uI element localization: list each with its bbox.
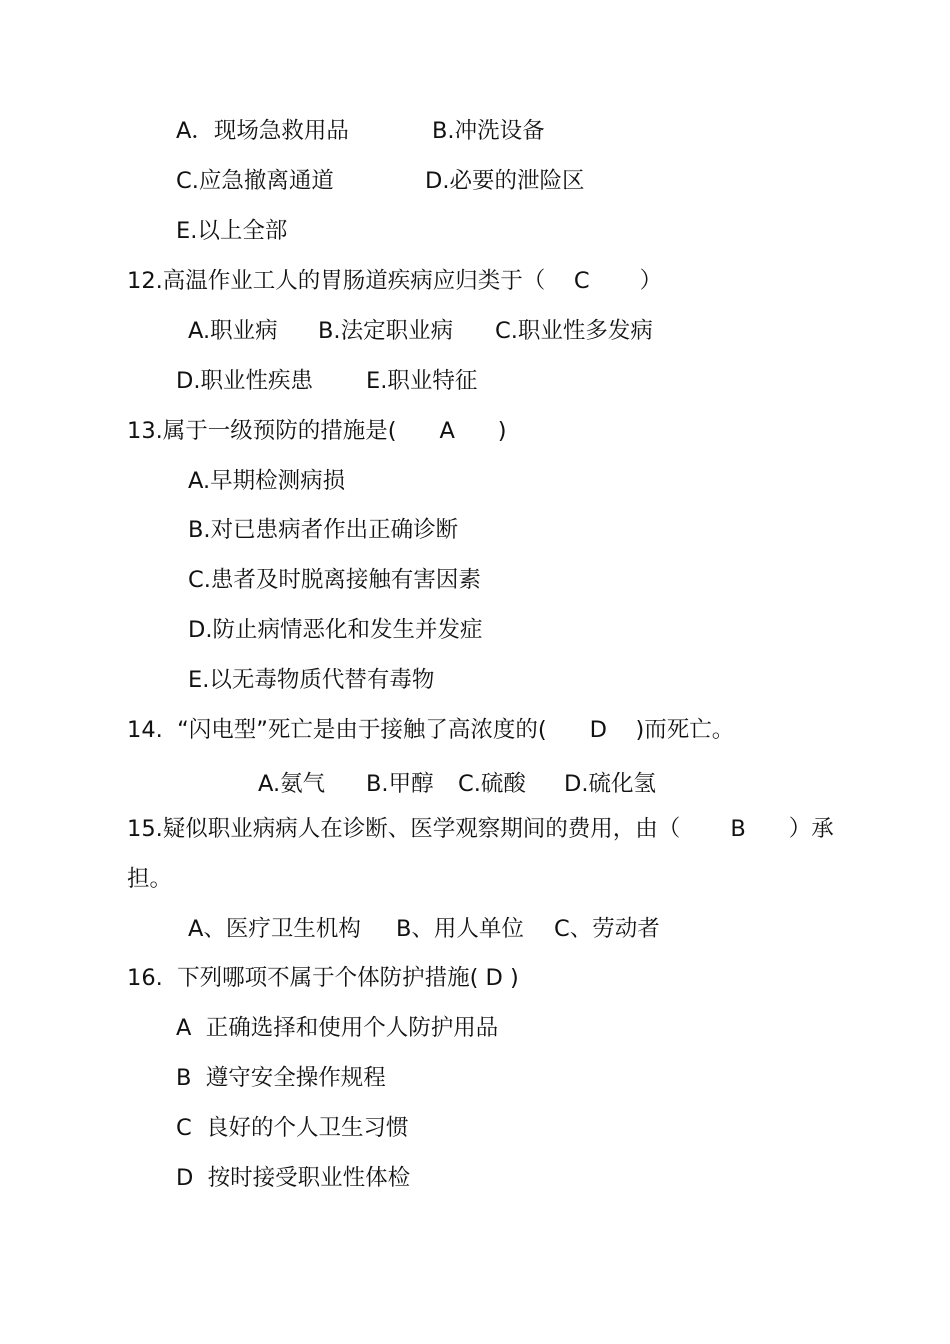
option-15-b: B、用人单位	[396, 916, 524, 942]
option-13-d: D.防止病情恶化和发生并发症	[188, 617, 483, 643]
option-14-a: A.氨气	[258, 771, 326, 797]
option-12-a: A.职业病	[188, 318, 278, 344]
option-16-c: C 良好的个人卫生习惯	[176, 1115, 409, 1141]
option-12-b: B.法定职业病	[318, 318, 454, 344]
option-11-d: D.必要的泄险区	[425, 168, 585, 194]
option-16-b: B 遵守安全操作规程	[176, 1065, 386, 1091]
option-14-b: B.甲醇	[366, 771, 434, 797]
question-15: 15.疑似职业病病人在诊断、医学观察期间的费用，由（ B ）承	[127, 816, 834, 842]
option-11-a: A．现场急救用品	[176, 118, 349, 144]
option-16-d: D 按时接受职业性体检	[176, 1165, 411, 1191]
question-12: 12.高温作业工人的胃肠道疾病应归类于（ C ）	[127, 268, 663, 294]
option-12-e: E.职业特征	[366, 368, 478, 394]
option-15-a: A、医疗卫生机构	[188, 916, 361, 942]
option-13-a: A.早期检测病损	[188, 468, 346, 494]
option-11-b: B.冲洗设备	[432, 118, 545, 144]
option-11-e: E.以上全部	[176, 218, 288, 244]
option-15-c: C、劳动者	[554, 916, 660, 942]
option-12-c: C.职业性多发病	[495, 318, 653, 344]
option-13-b: B.对已患病者作出正确诊断	[188, 517, 459, 543]
option-14-d: D.硫化氢	[564, 771, 656, 797]
question-14: 14. “闪电型”死亡是由于接触了高浓度的( D )而死亡。	[127, 717, 735, 743]
question-16: 16. 下列哪项不属于个体防护措施( D )	[127, 965, 519, 991]
option-13-e: E.以无毒物质代替有毒物	[188, 667, 435, 693]
option-14-c: C.硫酸	[458, 771, 526, 797]
question-13: 13.属于一级预防的措施是( A )	[127, 418, 507, 444]
option-16-a: A 正确选择和使用个人防护用品	[176, 1015, 499, 1041]
option-11-c: C.应急撤离通道	[176, 168, 334, 194]
question-15-continued: 担。	[127, 866, 173, 892]
option-12-d: D.职业性疾患	[176, 368, 313, 394]
option-13-c: C.患者及时脱离接触有害因素	[188, 567, 481, 593]
